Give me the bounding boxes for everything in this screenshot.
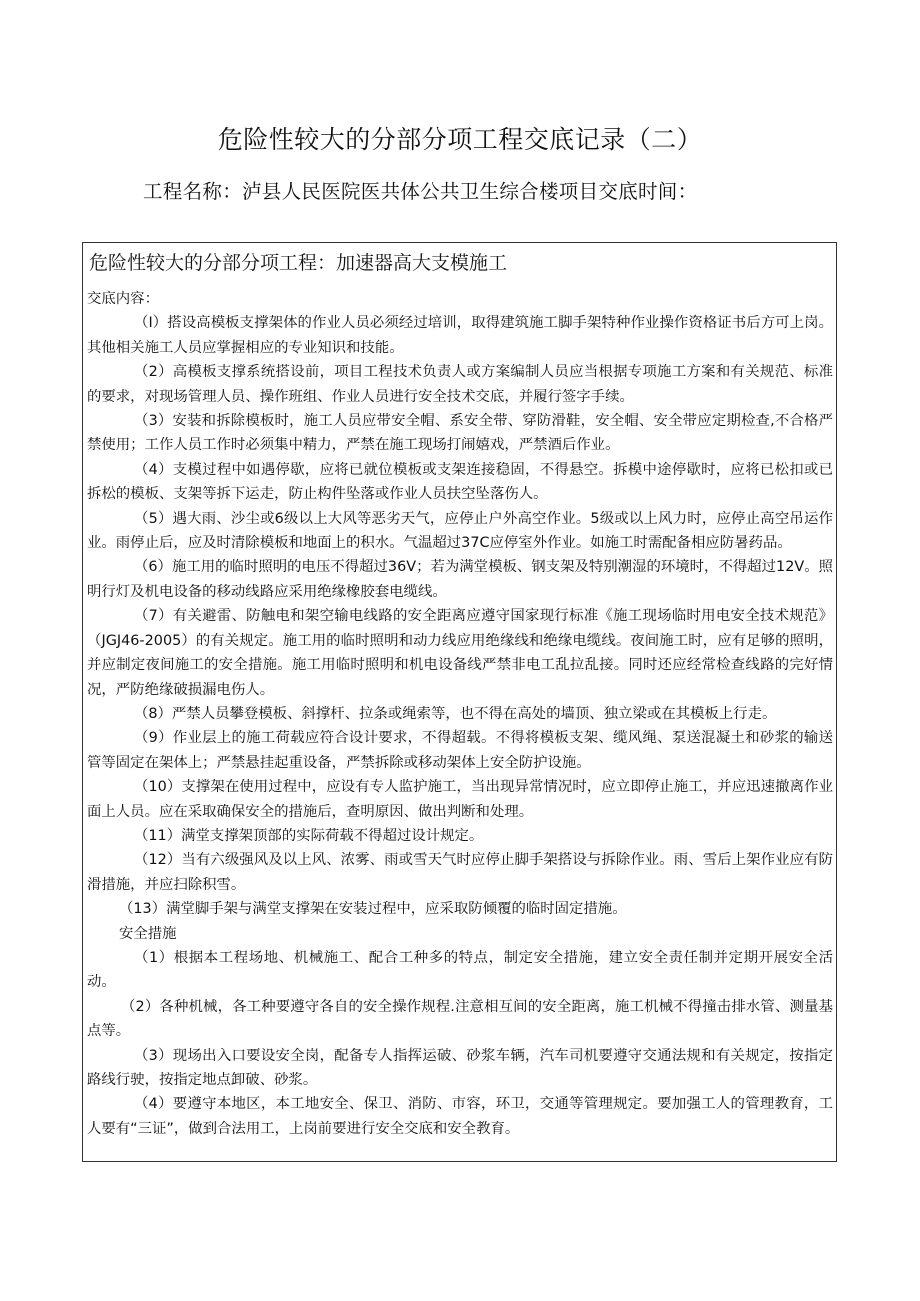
safety-item: （1）根据本工程场地、机械施工、配合工种多的特点，制定安全措施，建立安全责任制并定期开展安全活动。 bbox=[87, 949, 833, 991]
list-item: （9）作业层上的施工荷载应符合设计要求，不得超载。不得将模板支架、缆风绳、泵送混凝土和砂浆的输送管等固定在架体上；严禁悬挂起重设备，严禁拆除或移动架体上安全防护设施。 bbox=[87, 730, 833, 771]
list-item: （I）搭设高模板支撑架体的作业人员必须经过培训，取得建筑施工脚手架特种作业操作资格证书后方可上岗。其他相关施工人员应掌握相应的专业知识和技能。 bbox=[87, 315, 833, 356]
project-name-line: 工程名称：泸县人民医院医共体公共卫生综合楼项目交底时间： bbox=[143, 180, 698, 203]
content-label: 交底内容： bbox=[87, 291, 159, 307]
list-item: （3）安装和拆除模板时，施工人员应带安全帽、系安全带、穿防滑鞋，安全帽、安全带应定期检查,不合格严禁使用；工作人员工作时必须集中精力，严禁在施工现场打闹嬉戏，严禁酒后作业。 bbox=[87, 413, 833, 454]
safety-label: 安全措施 bbox=[119, 925, 177, 942]
list-item: （12）当有六级强风及以上风、浓雾、雨或雪天气时应停止脚手架搭设与拆除作业。雨、雪后上架作业应有防滑措施，并应扫除积雪。 bbox=[87, 852, 833, 893]
document-title: 危险性较大的分部分项工程交底记录（二） bbox=[217, 125, 703, 154]
list-item: （11）满堂支撑架顶部的实际荷载不得超过设计规定。 bbox=[134, 827, 484, 844]
list-item: （13）满堂脚手架与满堂支撑架在安装过程中，应采取防倾覆的临时固定措施。 bbox=[119, 901, 627, 918]
list-item: （10）支撑架在使用过程中，应设有专人监护施工，当出现异常情况时，应立即停止施工，并应迅速撤离作业面上人员。应在采取确保安全的措施后，查明原因、做出判断和处理。 bbox=[87, 779, 833, 820]
list-item: （8）严禁人员攀登模板、斜撑杆、拉条或绳索等，也不得在高处的墙顶、独立梁或在其模板上行走。 bbox=[134, 705, 777, 722]
section-title: 危险性较大的分部分项工程：加速器高大支模施工 bbox=[89, 252, 508, 274]
list-item: （5）遇大雨、沙尘或6级以上大风等恶劣天气，应停止户外高空作业。5级或以上风力时，应停止高空吊运作业。雨停止后，应及时清除模板和地面上的积水。气温超过37C应停室外作业。如施工时需配备相应防暑药品。 bbox=[87, 510, 833, 552]
list-item: （6）施工用的临时照明的电压不得超过36V；若为满堂模板、钢支架及特别潮湿的环境时，不得超过12V。照明行灯及机电设备的移动线路应采用绝缘橡胶套电缆线。 bbox=[87, 559, 833, 600]
safety-item: （4）要遵守本地区，本工地安全、保卫、消防、市容，环卫，交通等管理规定。要加强工人的管理教育，工人要有“三证”，做到合法用工，上岗前要进行安全交底和安全教育。 bbox=[87, 1096, 833, 1137]
safety-item: （2）各种机械，各工种要遵守各自的安全操作规程.注意相互间的安全距离，施工机械不得撞击排水管、测量基点等。 bbox=[87, 998, 833, 1040]
list-item: （7）有关避雷、防触电和架空输电线路的安全距离应遵守国家现行标准《施工现场临时用电安全技术规范》（JGJ46-2005）的有关规定。施工用的临时照明和动力线应用绝缘线和绝缘电缆线。夜间施工时，应有足够的照明，并应制定夜间施工的安全措施。施工用临时照明和机电设备线严禁非电工乱拉乱接。同时还应经常检查线路的完好情况，严防绝缘破损漏电伤人。 bbox=[87, 608, 833, 698]
record-table bbox=[82, 242, 837, 1162]
list-item: （4）支模过程中如遇停歇，应将已就位模板或支架连接稳固，不得悬空。拆模中途停歇时，应将已松扣或已拆松的模板、支架等拆下运走，防止构件坠落或作业人员扶空坠落伤人。 bbox=[87, 461, 833, 503]
briefing-content bbox=[87, 287, 833, 1141]
safety-item: （3）现场出入口要设安全岗，配备专人指挥运破、砂浆车辆，汽车司机要遵守交通法规和有关规定，按指定路线行驶，按指定地点卸破、砂浆。 bbox=[87, 1047, 833, 1088]
list-item: （2）高模板支撑系统搭设前，项目工程技术负责人或方案编制人员应当根据专项施工方案和有关规范、标准的要求，对现场管理人员、操作班组、作业人员进行安全技术交底，并履行签字手续。 bbox=[87, 364, 833, 405]
